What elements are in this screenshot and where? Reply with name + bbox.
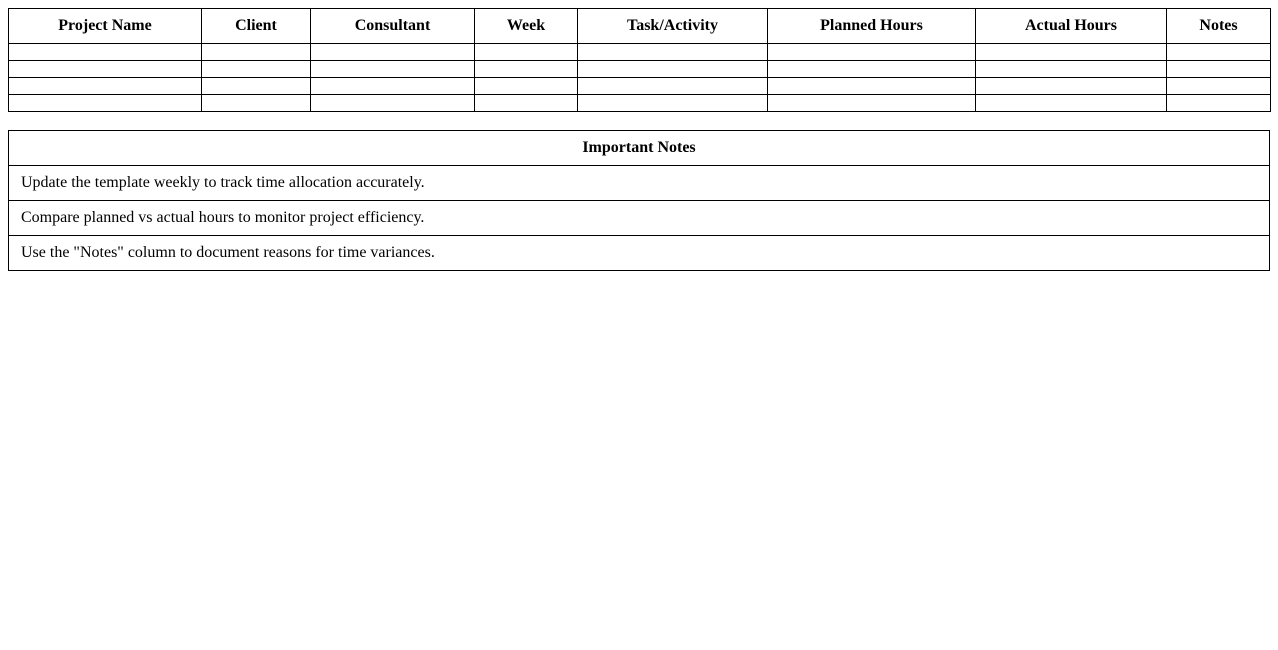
important-notes-table [8, 130, 1270, 271]
table-cell[interactable] [311, 44, 475, 61]
table-cell[interactable] [1167, 61, 1271, 78]
table-cell[interactable] [768, 44, 976, 61]
table-row [9, 78, 1271, 95]
table-cell[interactable] [1167, 44, 1271, 61]
column-header-task-activity: Task/Activity [578, 9, 768, 44]
table-cell[interactable] [202, 78, 311, 95]
table-cell[interactable] [768, 95, 976, 112]
table-cell[interactable] [475, 78, 578, 95]
table-cell[interactable] [311, 61, 475, 78]
table-cell[interactable] [578, 44, 768, 61]
table-cell[interactable] [578, 61, 768, 78]
column-header-client: Client [202, 9, 311, 44]
table-cell[interactable] [202, 95, 311, 112]
table-cell[interactable] [976, 61, 1167, 78]
table-cell[interactable] [578, 95, 768, 112]
table-row [9, 44, 1271, 61]
table-cell[interactable] [768, 61, 976, 78]
notes-row [9, 201, 1270, 236]
table-cell[interactable] [202, 44, 311, 61]
notes-title: Important Notes [9, 131, 1270, 166]
table-cell[interactable] [9, 44, 202, 61]
table-cell[interactable] [1167, 78, 1271, 95]
column-header-consultant: Consultant [311, 9, 475, 44]
table-cell[interactable] [475, 61, 578, 78]
column-header-planned-hours: Planned Hours [768, 9, 976, 44]
table-cell[interactable] [202, 61, 311, 78]
table-cell[interactable] [9, 95, 202, 112]
table-cell[interactable] [311, 78, 475, 95]
column-header-actual-hours: Actual Hours [976, 9, 1167, 44]
note-item: Compare planned vs actual hours to monitor project efficiency. [9, 201, 1270, 236]
timesheet-table [8, 8, 1271, 112]
table-cell[interactable] [311, 95, 475, 112]
table-cell[interactable] [578, 78, 768, 95]
column-header-project-name: Project Name [9, 9, 202, 44]
notes-header-row [9, 131, 1270, 166]
table-header-row [9, 9, 1271, 44]
table-cell[interactable] [475, 95, 578, 112]
table-cell[interactable] [9, 78, 202, 95]
table-cell[interactable] [976, 95, 1167, 112]
table-row [9, 95, 1271, 112]
document-page [8, 8, 1270, 271]
table-cell[interactable] [768, 78, 976, 95]
column-header-notes: Notes [1167, 9, 1271, 44]
column-header-week: Week [475, 9, 578, 44]
note-item: Use the "Notes" column to document reasons for time variances. [9, 236, 1270, 271]
table-cell[interactable] [9, 61, 202, 78]
table-cell[interactable] [976, 78, 1167, 95]
table-cell[interactable] [976, 44, 1167, 61]
notes-row [9, 236, 1270, 271]
table-cell[interactable] [475, 44, 578, 61]
table-cell[interactable] [1167, 95, 1271, 112]
notes-row [9, 166, 1270, 201]
table-row [9, 61, 1271, 78]
note-item: Update the template weekly to track time allocation accurately. [9, 166, 1270, 201]
